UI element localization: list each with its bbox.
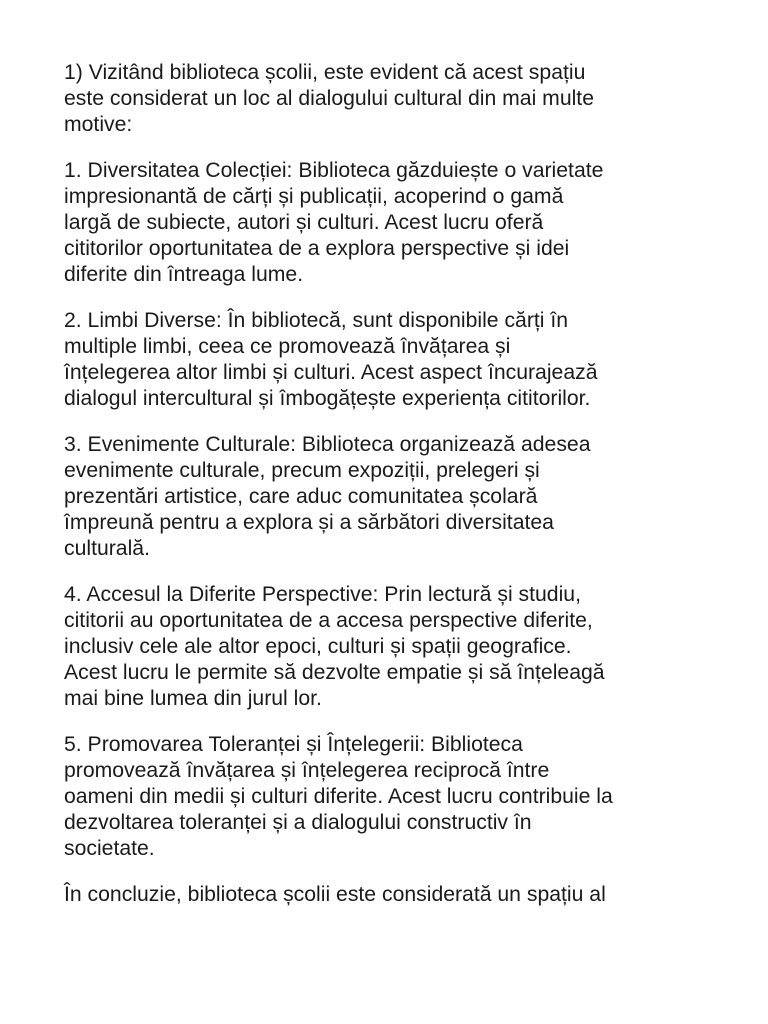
text-line: cititorilor oportunitatea de a explora perspective și idei [64, 237, 570, 260]
text-line: largă de subiecte, autori și culturi. Acest lucru oferă [64, 211, 544, 234]
text-line: dezvoltarea toleranței și a dialogului constructiv în [64, 811, 532, 834]
text-line: dialogul intercultural și îmbogățește experiența cititorilor. [64, 387, 591, 410]
text-line: Acest lucru le permite să dezvolte empatie și să înțeleagă [64, 661, 605, 684]
text-line: cititorii au oportunitatea de a accesa perspective diferite, [64, 609, 593, 632]
text-line: 2. Limbi Diverse: În bibliotecă, sunt disponibile cărți în [64, 309, 569, 332]
paragraph [64, 158, 728, 288]
paragraph [64, 432, 728, 562]
text-line: promovează învățarea și înțelegerea reciprocă între [64, 759, 550, 782]
paragraph [64, 732, 728, 862]
text-line: înțelegerea altor limbi și culturi. Acest aspect încurajează [64, 361, 598, 384]
text-line: oameni din medii și culturi diferite. Acest lucru contribuie la [64, 785, 613, 808]
text-line: multiple limbi, ceea ce promovează învățarea și [64, 335, 511, 358]
paragraph [64, 60, 728, 138]
paragraph [64, 582, 728, 712]
paragraph [64, 308, 728, 412]
text-line: evenimente culturale, precum expoziții, prelegeri și [64, 459, 540, 482]
text-line: 1) Vizitând biblioteca școlii, este evident că acest spațiu [64, 61, 586, 84]
paragraph [64, 882, 728, 908]
text-line: împreună pentru a explora și a sărbători diversitatea [64, 511, 554, 534]
text-line: În concluzie, biblioteca școlii este considerată un spațiu al [64, 883, 606, 906]
text-line: 5. Promovarea Toleranței și Înțelegerii: Biblioteca [64, 733, 523, 756]
text-line: este considerat un loc al dialogului cultural din mai multe [64, 87, 594, 110]
text-line: 3. Evenimente Culturale: Biblioteca organizează adesea [64, 433, 591, 456]
text-line: impresionantă de cărți și publicații, acoperind o gamă [64, 185, 564, 208]
text-line: culturală. [64, 537, 150, 560]
text-line: inclusiv cele ale altor epoci, culturi și spații geografice. [64, 635, 572, 658]
text-line: societate. [64, 837, 155, 860]
text-line: 4. Accesul la Diferite Perspective: Prin lectură și studiu, [64, 583, 581, 606]
text-line: 1. Diversitatea Colecției: Biblioteca găzduiește o varietate [64, 159, 604, 182]
text-line: mai bine lumea din jurul lor. [64, 687, 322, 710]
document-body [64, 60, 728, 908]
text-line: motive: [64, 113, 133, 136]
text-line: prezentări artistice, care aduc comunitatea școlară [64, 485, 538, 508]
text-line: diferite din întreaga lume. [64, 263, 304, 286]
